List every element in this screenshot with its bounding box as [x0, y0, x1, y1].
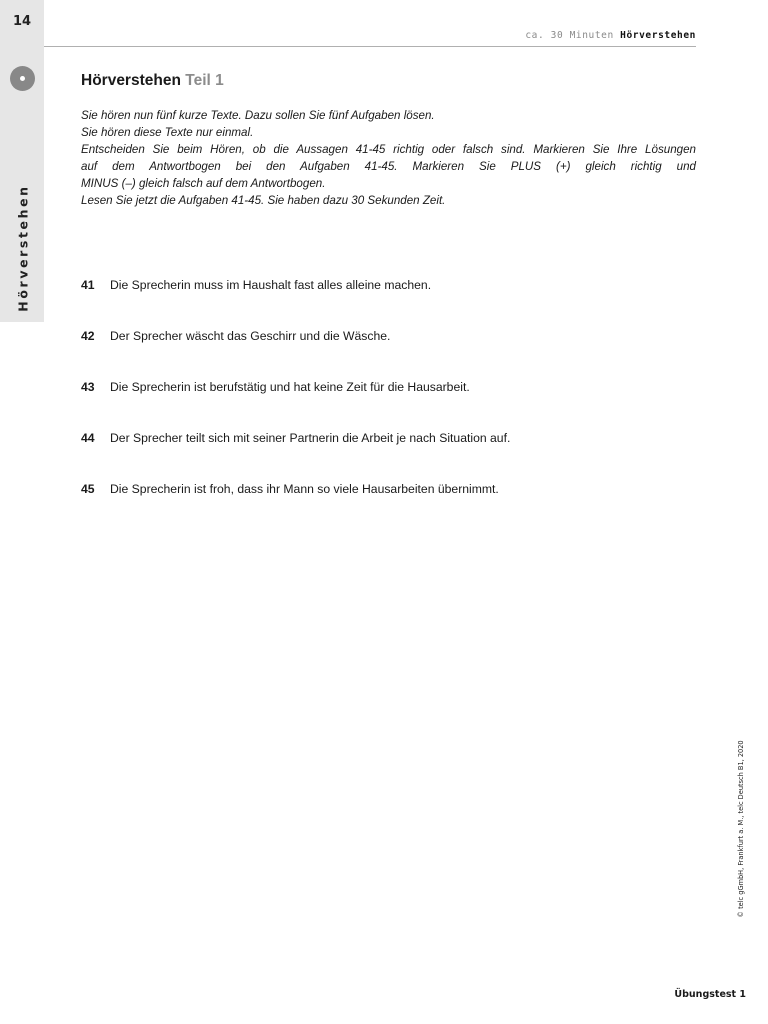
title-part: Teil 1 — [185, 72, 224, 89]
task-item-44 — [81, 431, 510, 445]
instruction-line: MINUS (–) gleich falsch auf dem Antwortbogen. — [81, 177, 326, 191]
page-number: 14 — [12, 14, 32, 29]
cd-icon — [10, 66, 35, 91]
task-item-43 — [81, 380, 470, 394]
task-statement: Die Sprecherin muss im Haushalt fast alles alleine machen. — [110, 278, 432, 292]
title-main: Hörverstehen — [81, 72, 181, 89]
task-item-41 — [81, 278, 431, 292]
header-section: Hörverstehen — [620, 30, 696, 41]
page-title — [81, 72, 224, 90]
task-statement: Die Sprecherin ist froh, dass ihr Mann so viele Hausarbeiten übernimmt. — [110, 482, 499, 496]
instruction-line: Lesen Sie jetzt die Aufgaben 41-45. Sie haben dazu 30 Sekunden Zeit. — [81, 194, 446, 208]
task-number: 43 — [81, 380, 95, 394]
task-statement: Die Sprecherin ist berufstätig und hat keine Zeit für die Hausarbeit. — [110, 380, 470, 394]
instruction-line: Sie hören nun fünf kurze Texte. Dazu sollen Sie fünf Aufgaben lösen. — [81, 109, 435, 122]
task-item-45 — [81, 482, 499, 496]
task-number: 41 — [81, 278, 95, 292]
sidebar-section-label: Hörverstehen — [15, 184, 31, 312]
header-time: ca. 30 Minuten — [525, 30, 614, 41]
instruction-line: Entscheiden Sie beim Hören, ob die Aussagen 41-45 richtig oder falsch sind. Markieren Sie Ihre Lösungen — [81, 143, 696, 157]
task-number: 45 — [81, 482, 95, 496]
task-number: 42 — [81, 329, 95, 343]
task-number: 44 — [81, 431, 95, 445]
task-statement: Der Sprecher wäscht das Geschirr und die Wäsche. — [110, 329, 391, 343]
instructions — [81, 107, 696, 210]
copyright-notice: © telc gGmbH, Frankfurt a. M., telc Deutsch B1, 2020 — [737, 740, 745, 918]
task-statement: Der Sprecher teilt sich mit seiner Partnerin die Arbeit je nach Situation auf. — [110, 431, 511, 445]
header-divider — [44, 46, 696, 47]
instruction-line: Sie hören diese Texte nur einmal. — [81, 126, 254, 140]
footer-test-name: Übungstest 1 — [674, 989, 746, 1000]
instruction-line: auf dem Antwortbogen bei den Aufgaben 41-45. Markieren Sie PLUS (+) gleich richtig und — [81, 160, 696, 174]
page-header — [525, 30, 696, 41]
task-item-42 — [81, 329, 390, 343]
